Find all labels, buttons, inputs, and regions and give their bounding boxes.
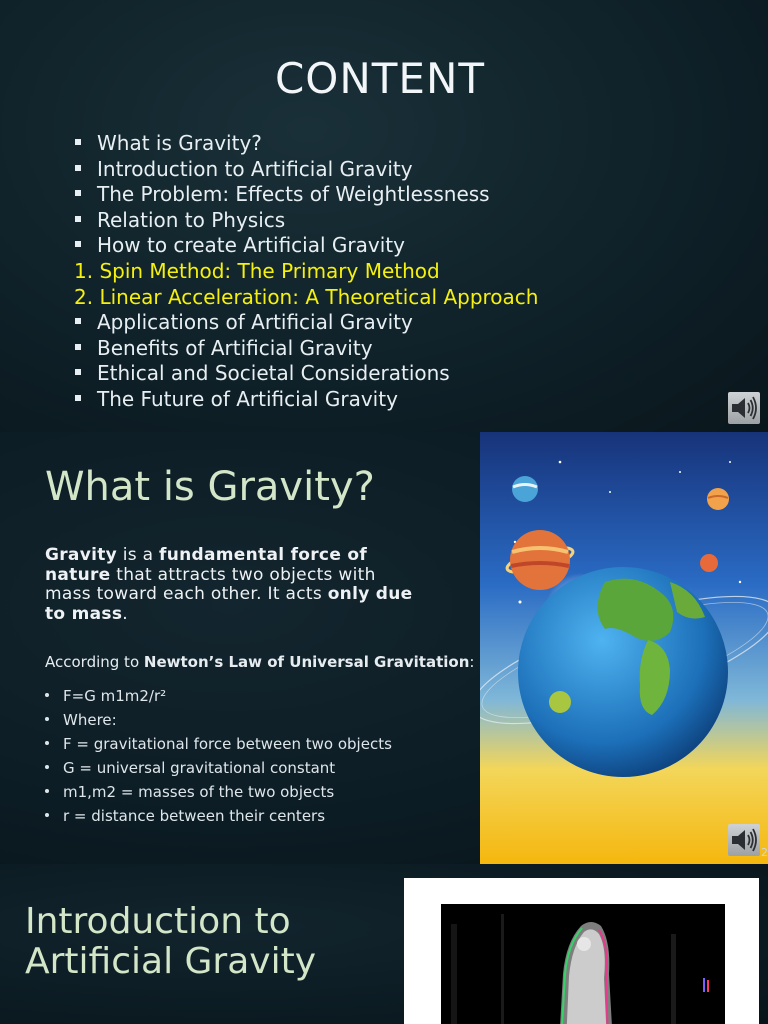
toc-item: What is Gravity? — [74, 131, 538, 157]
toc-item: Applications of Artificial Gravity — [74, 310, 538, 336]
bullet-icon — [75, 165, 81, 171]
toc-item: The Future of Artificial Gravity — [74, 387, 538, 413]
bullet-icon — [75, 241, 81, 247]
toc-item-numbered: 1. Spin Method: The Primary Method — [74, 258, 440, 283]
list-item: F = gravitational force between two objects — [45, 732, 392, 756]
slide-title: Introduction to Artificial Gravity — [25, 901, 317, 982]
list-item: Where: — [45, 708, 392, 732]
bullet-icon — [75, 318, 81, 324]
bullet-icon — [75, 395, 81, 401]
toc-item: Relation to Physics — [74, 208, 538, 234]
bullet-icon — [75, 344, 81, 350]
bullet-icon — [75, 369, 81, 375]
slide-content — [0, 0, 768, 432]
list-item: m1,m2 = masses of the two objects — [45, 780, 392, 804]
video-player[interactable] — [441, 904, 725, 1024]
bullet-icon — [75, 139, 81, 145]
slide-title: CONTENT — [274, 54, 486, 103]
slide-title: What is Gravity? — [45, 464, 375, 510]
toc-item: Ethical and Societal Considerations — [74, 361, 538, 387]
earth-planets-illustration — [480, 432, 768, 864]
slide-what-is-gravity — [0, 432, 768, 864]
bullet-icon — [75, 216, 81, 222]
speaker-icon[interactable] — [728, 824, 760, 856]
slide-intro-artificial-gravity — [0, 864, 768, 1024]
toc-item: The Problem: Effects of Weightlessness — [74, 182, 538, 208]
video-frame[interactable] — [404, 878, 759, 1024]
table-of-contents — [74, 131, 538, 413]
formula-list — [45, 684, 392, 828]
list-item: G = universal gravitational constant — [45, 756, 392, 780]
toc-item: How to create Artificial Gravity — [74, 233, 538, 259]
gravity-definition: Gravity is a fundamental force of nature that attracts two objects with mass toward each other. It acts only due to mass. — [45, 545, 413, 624]
toc-item: Benefits of Artificial Gravity — [74, 336, 538, 362]
page-number: 2 — [761, 846, 768, 859]
newton-law-intro: According to Newton’s Law of Universal Gravitation: — [45, 653, 475, 671]
bullet-icon — [75, 190, 81, 196]
speaker-icon[interactable] — [728, 392, 760, 424]
toc-item-numbered: 2. Linear Acceleration: A Theoretical Approach — [74, 284, 539, 309]
list-item: r = distance between their centers — [45, 804, 392, 828]
list-item: F=G m1m2/r² — [45, 684, 392, 708]
toc-item: Introduction to Artificial Gravity — [74, 157, 538, 183]
